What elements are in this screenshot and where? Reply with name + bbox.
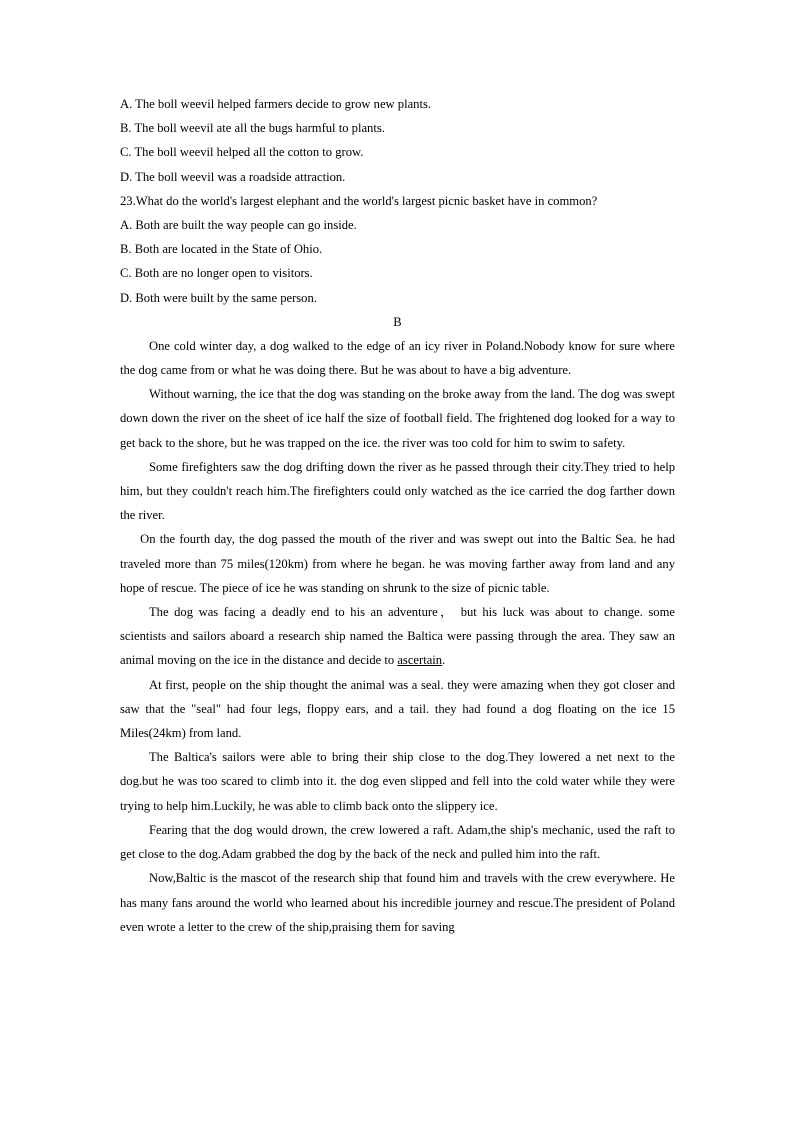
q23-option-d: D. Both were built by the same person.	[120, 290, 317, 305]
passage-paragraph-2: Without warning, the ice that the dog was standing on the broke away from the land. The dog was swept down down the river on the sheet of ice half the size of football field. The frightened dog looked for a way to get back to the shore, but he was trapped on the ice. the river was too cold for him to swim to safety.	[120, 387, 675, 450]
q23-option-a: A. Both are built the way people can go inside.	[120, 218, 357, 233]
passage-paragraph-4: On the fourth day, the dog passed the mouth of the river and was swept out into the Baltic Sea. he had traveled more than 75 miles(120km) from where he began. he was moving farther away from land and any hope of rescue. The piece of ice he was standing on shrunk to the size of picnic table.	[120, 532, 675, 595]
q23-option-c: C. Both are no longer open to visitors.	[120, 266, 313, 281]
underlined-word: ascertain	[397, 653, 443, 668]
q23-question: 23.What do the world's largest elephant and the world's largest picnic basket have in common?	[120, 193, 598, 208]
passage-paragraph-7: The Baltica's sailors were able to bring their ship close to the dog.They lowered a net next to the dog.but he was too scared to climb into it. the dog even slipped and fell into the cold water while they were trying to help him.Luckily, he was able to climb back onto the slippery ice.	[120, 750, 675, 813]
passage-paragraph-9: Now,Baltic is the mascot of the research ship that found him and travels with the crew everywhere. He has many fans around the world who learned about his incredible journey and rescue.The president of Poland even wrote a letter to the crew of the ship,praising them for saving	[120, 871, 675, 934]
passage-paragraph-1: One cold winter day, a dog walked to the edge of an icy river in Poland.Nobody know for sure where the dog came from or what he was doing there. But he was about to have a big adventure.	[120, 338, 675, 378]
section-heading: B	[393, 314, 402, 329]
passage-paragraph-5	[120, 600, 675, 673]
paragraph-5-text: The dog was facing a deadly end to his an adventure， but his luck was about to change. some scientists and sailors aboard a research ship named the Baltica were passing through the area. They saw an animal moving on the ice in the distance and decide to	[120, 605, 675, 668]
q22-option-d: D. The boll weevil was a roadside attraction.	[120, 169, 346, 184]
q22-option-a: A. The boll weevil helped farmers decide to grow new plants.	[120, 97, 432, 111]
passage-paragraph-3: Some firefighters saw the dog drifting down the river as he passed through their city.They tried to help him, but they couldn't reach him.The firefighters could only watched as the ice carried the dog farther down the river.	[120, 459, 675, 523]
passage-paragraph-8: Fearing that the dog would drown, the crew lowered a raft. Adam,the ship's mechanic, used the raft to get close to the dog.Adam grabbed the dog by the back of the neck and pulled him into the raft.	[120, 822, 675, 862]
passage-paragraph-6: At first, people on the ship thought the animal was a seal. they were amazing when they got closer and saw that the "seal" had four legs, floppy ears, and a tail. they had found a dog floating on the ice 15 Miles(24km) from land.	[120, 677, 675, 741]
paragraph-5-end: .	[442, 653, 446, 668]
q22-option-b: B. The boll weevil ate all the bugs harmful to plants.	[120, 121, 385, 136]
q23-option-b: B. Both are located in the State of Ohio.	[120, 242, 323, 257]
document-page	[120, 92, 675, 939]
q22-option-c: C. The boll weevil helped all the cotton to grow.	[120, 145, 364, 160]
